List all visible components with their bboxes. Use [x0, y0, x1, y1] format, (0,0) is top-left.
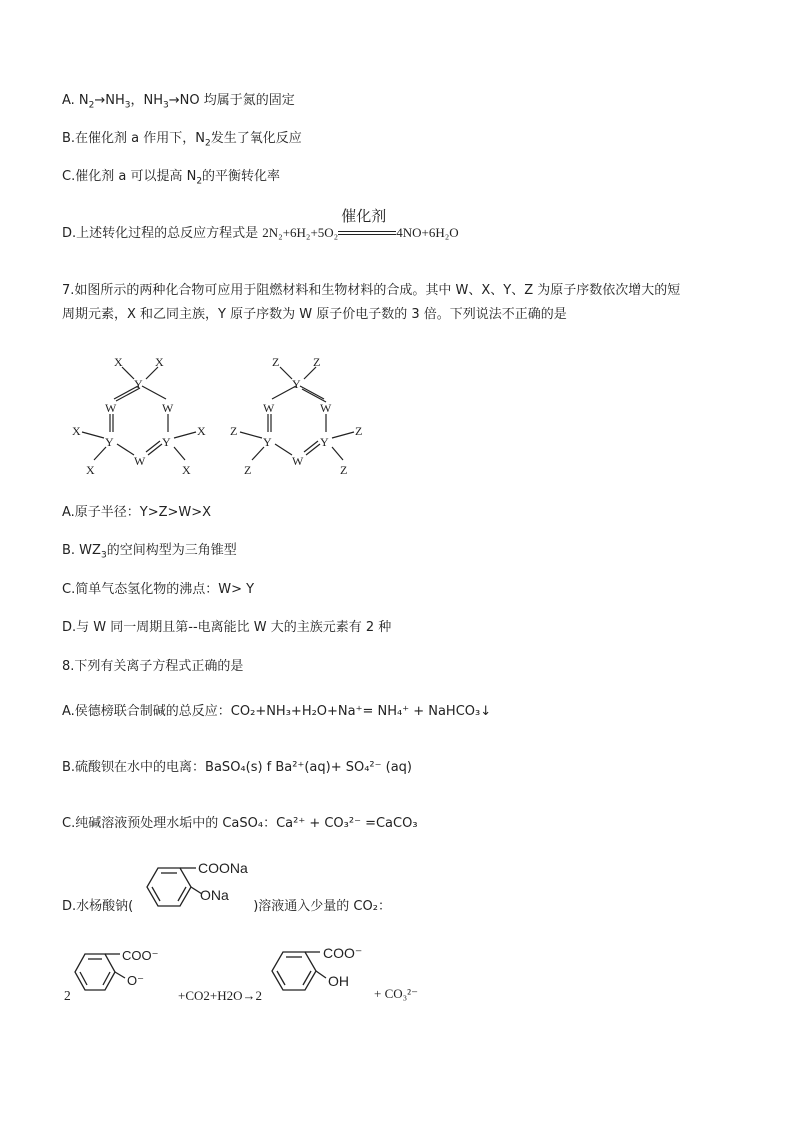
q6-d-double-line-top — [338, 231, 396, 232]
atom-x: X — [197, 424, 206, 438]
q6-d-arrow — [338, 207, 396, 242]
sodium-salicylate-structure — [140, 858, 280, 918]
bond — [280, 367, 292, 379]
q6-c-text2: 的平衡转化率 — [202, 169, 281, 184]
o-minus-label: O⁻ — [127, 973, 144, 988]
atom-z: Z — [355, 424, 363, 438]
bond — [174, 432, 196, 438]
bond — [117, 444, 134, 455]
atom-y: Y — [263, 435, 272, 449]
atom-z: Z — [313, 355, 321, 369]
q7-option-d: D.与 W 同一周期且第--电离能比 W 大的主族元素有 2 种 — [62, 620, 392, 635]
q8-stem: 8.下列有关离子方程式正确的是 — [62, 659, 244, 674]
coona-label: COONa — [198, 860, 248, 876]
atom-y: Y — [320, 435, 329, 449]
q6-option-d — [62, 207, 459, 243]
q6-b-text2: 发生了氧化反应 — [210, 131, 302, 146]
atom-y: Y — [134, 377, 143, 391]
bond — [332, 432, 354, 438]
q8-d-text2: )溶液通入少量的 CO₂： — [253, 899, 391, 914]
atom-x: X — [72, 424, 81, 438]
q7-option-a: A.原子半径：Y>Z>W>X — [62, 505, 212, 520]
bond — [275, 444, 292, 455]
q6-c-text1: C.催化剂 a 可以提高 N — [62, 169, 197, 184]
q6-b-text1: B.在催化剂 a 作用下，N — [62, 131, 206, 146]
atom-z: Z — [340, 463, 348, 477]
atom-x: X — [114, 355, 123, 369]
structure-left-atoms — [72, 355, 206, 477]
salicylate-dianion-structure — [70, 944, 180, 1004]
atom-x: X — [182, 463, 191, 477]
atom-w: W — [320, 401, 332, 415]
q7-b-sub: 3 — [100, 550, 107, 561]
q6-option-a — [62, 92, 295, 110]
q8-d-eq-coef: 2 — [64, 988, 71, 1003]
bond — [122, 367, 134, 379]
q8-d-eq-mid: +CO2+H2O→2 — [178, 988, 262, 1003]
bond — [240, 432, 262, 438]
q7-stem-line1: 7.如图所示的两种化合物可应用于阻燃材料和生物材料的合成。其中 W、X、Y、Z 为原子序数依次增大的短 — [62, 283, 681, 298]
coo-minus-label-2: COO⁻ — [323, 945, 363, 961]
atom-z: Z — [272, 355, 280, 369]
atom-w: W — [292, 454, 304, 468]
q8-d-text1: D.水杨酸钠( — [62, 899, 134, 914]
q8-option-a: A.侯德榜联合制碱的总反应：CO₂+NH₃+H₂O+Na⁺= NH₄⁺ + NaHCO₃↓ — [62, 704, 492, 719]
q8-d-eq-tail: + CO₃²⁻ — [374, 986, 418, 1001]
coo-minus-label: COO⁻ — [122, 948, 159, 963]
atom-y: Y — [292, 377, 301, 391]
q6-d-lhs: 2N₂+6H₂+5O₂ — [262, 225, 339, 240]
q6-a-text2: →NH — [94, 93, 125, 108]
q6-c-sub: 2 — [196, 176, 203, 187]
q6-a-text3: ，NH — [130, 93, 164, 108]
q6-a-sub2: 3 — [124, 100, 131, 111]
ona-label: ONa — [200, 887, 229, 903]
bond — [82, 432, 104, 438]
q6-a-sub3: 3 — [163, 100, 169, 111]
q7-stem-line2: 周期元素，X 和乙同主族，Y 原子序数为 W 原子价电子数的 3 倍。下列说法不正确的是 — [62, 307, 567, 322]
bond — [142, 386, 166, 399]
oh-label: OH — [328, 973, 349, 989]
benzene-ring — [147, 868, 191, 906]
q6-option-c — [62, 168, 280, 186]
atom-x: X — [86, 463, 95, 477]
bond — [332, 447, 343, 460]
atom-y: Y — [162, 435, 171, 449]
salicylate-anion-structure — [268, 942, 388, 1002]
q6-a-text1: A. N — [62, 93, 89, 108]
q6-d-text1: D.上述转化过程的总反应方程式是 — [62, 226, 263, 241]
q6-d-rhs: 4NO+6H₂O — [396, 225, 459, 240]
q8-option-c: C.纯碱溶液预处理水垢中的 CaSO₄：Ca²⁺ + CO₃²⁻ =CaCO₃ — [62, 816, 418, 831]
bond — [174, 447, 185, 460]
q7-option-c: C.简单气态氢化物的沸点：W> Y — [62, 582, 255, 597]
q6-a-text4: →NO 均属于氮的固定 — [168, 93, 295, 108]
atom-y: Y — [105, 435, 114, 449]
q7-b-text1: B. WZ — [62, 543, 101, 558]
q7-option-b — [62, 542, 237, 560]
bond — [300, 386, 324, 399]
atom-w: W — [263, 401, 275, 415]
atom-z: Z — [244, 463, 252, 477]
atom-w: W — [105, 401, 117, 415]
q6-b-sub: 2 — [205, 138, 211, 149]
q7-structure-figure — [62, 352, 382, 482]
atom-w: W — [134, 454, 146, 468]
atom-x: X — [155, 355, 164, 369]
q6-d-double-line-bottom — [338, 234, 396, 235]
atom-w: W — [162, 401, 174, 415]
q7-b-text2: 的空间构型为三角锥型 — [106, 543, 237, 558]
atom-z: Z — [230, 424, 238, 438]
q6-a-sub1: 2 — [88, 100, 95, 111]
q8-option-b: B.硫酸钡在水中的电离：BaSO₄(s) f Ba²⁺(aq)+ SO₄²⁻ (aq) — [62, 760, 412, 775]
q6-d-catalyst: 催化剂 — [341, 207, 387, 225]
q6-option-b — [62, 130, 302, 148]
